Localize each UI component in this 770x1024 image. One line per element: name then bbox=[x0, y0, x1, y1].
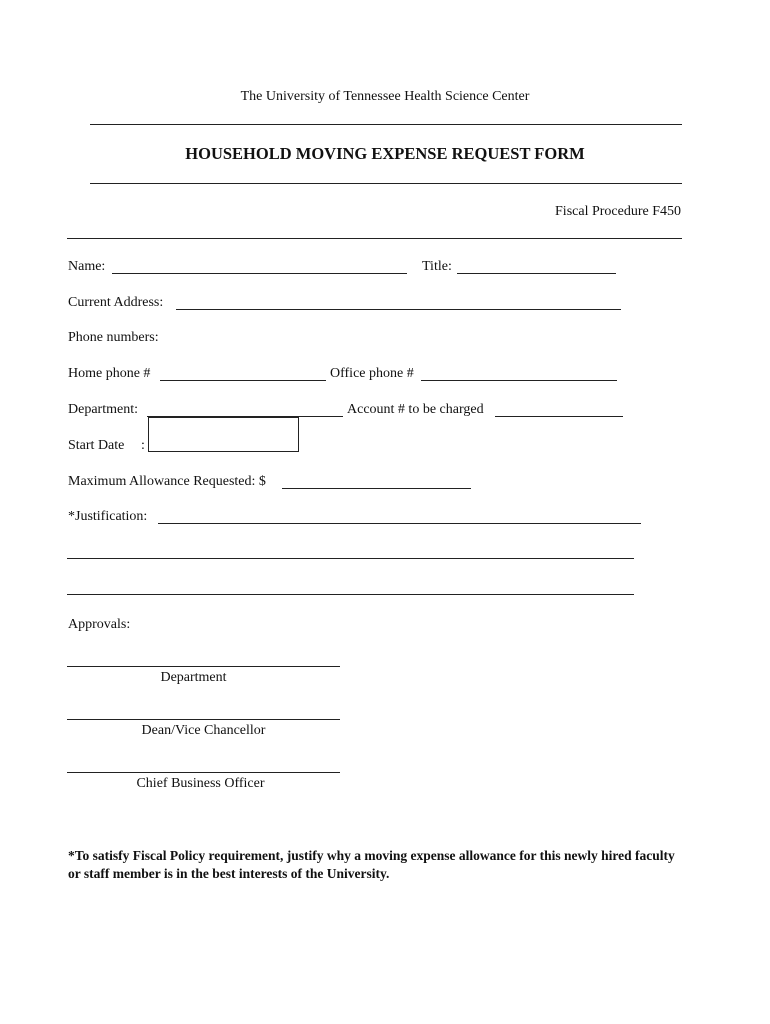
divider-top bbox=[90, 124, 682, 125]
title-label: Title: bbox=[422, 259, 452, 274]
allowance-field[interactable] bbox=[282, 488, 471, 489]
home-phone-label: Home phone # bbox=[68, 366, 151, 381]
procedure-number: Fiscal Procedure F450 bbox=[555, 204, 681, 219]
account-label: Account # to be charged bbox=[347, 402, 484, 417]
name-field[interactable] bbox=[112, 273, 407, 274]
start-date-input[interactable] bbox=[148, 417, 299, 452]
title-field[interactable] bbox=[457, 273, 616, 274]
footnote: *To satisfy Fiscal Policy requirement, justify why a moving expense allowance for this newly hired faculty or staff member is in the best interests of the University. bbox=[68, 848, 675, 881]
institution-name: The University of Tennessee Health Science Center bbox=[240, 89, 530, 104]
dean-signer-label: Dean/Vice Chancellor bbox=[141, 723, 266, 738]
start-date-colon: : bbox=[141, 438, 145, 453]
justification-line-2[interactable] bbox=[67, 558, 634, 559]
name-label: Name: bbox=[68, 259, 106, 274]
approvals-heading: Approvals: bbox=[68, 617, 131, 632]
home-phone-field[interactable] bbox=[160, 380, 326, 381]
allowance-label: Maximum Allowance Requested: $ bbox=[68, 474, 266, 489]
divider-title bbox=[90, 183, 682, 184]
office-phone-field[interactable] bbox=[421, 380, 617, 381]
cbo-signature-line[interactable] bbox=[67, 772, 340, 773]
address-field[interactable] bbox=[176, 309, 621, 310]
department-label: Department: bbox=[68, 402, 138, 417]
divider-procedure bbox=[67, 238, 682, 239]
office-phone-label: Office phone # bbox=[330, 366, 414, 381]
address-label: Current Address: bbox=[68, 295, 164, 310]
justification-line-3[interactable] bbox=[67, 594, 634, 595]
phone-numbers-label: Phone numbers: bbox=[68, 330, 159, 345]
justification-label: *Justification: bbox=[68, 509, 148, 524]
dean-signature-line[interactable] bbox=[67, 719, 340, 720]
department-signer-label: Department bbox=[160, 670, 227, 685]
department-signature-line[interactable] bbox=[67, 666, 340, 667]
cbo-signer-label: Chief Business Officer bbox=[136, 776, 265, 791]
account-field[interactable] bbox=[495, 416, 623, 417]
start-date-label: Start Date bbox=[68, 438, 125, 453]
justification-line-1[interactable] bbox=[158, 523, 641, 524]
form-title: HOUSEHOLD MOVING EXPENSE REQUEST FORM bbox=[185, 144, 585, 163]
